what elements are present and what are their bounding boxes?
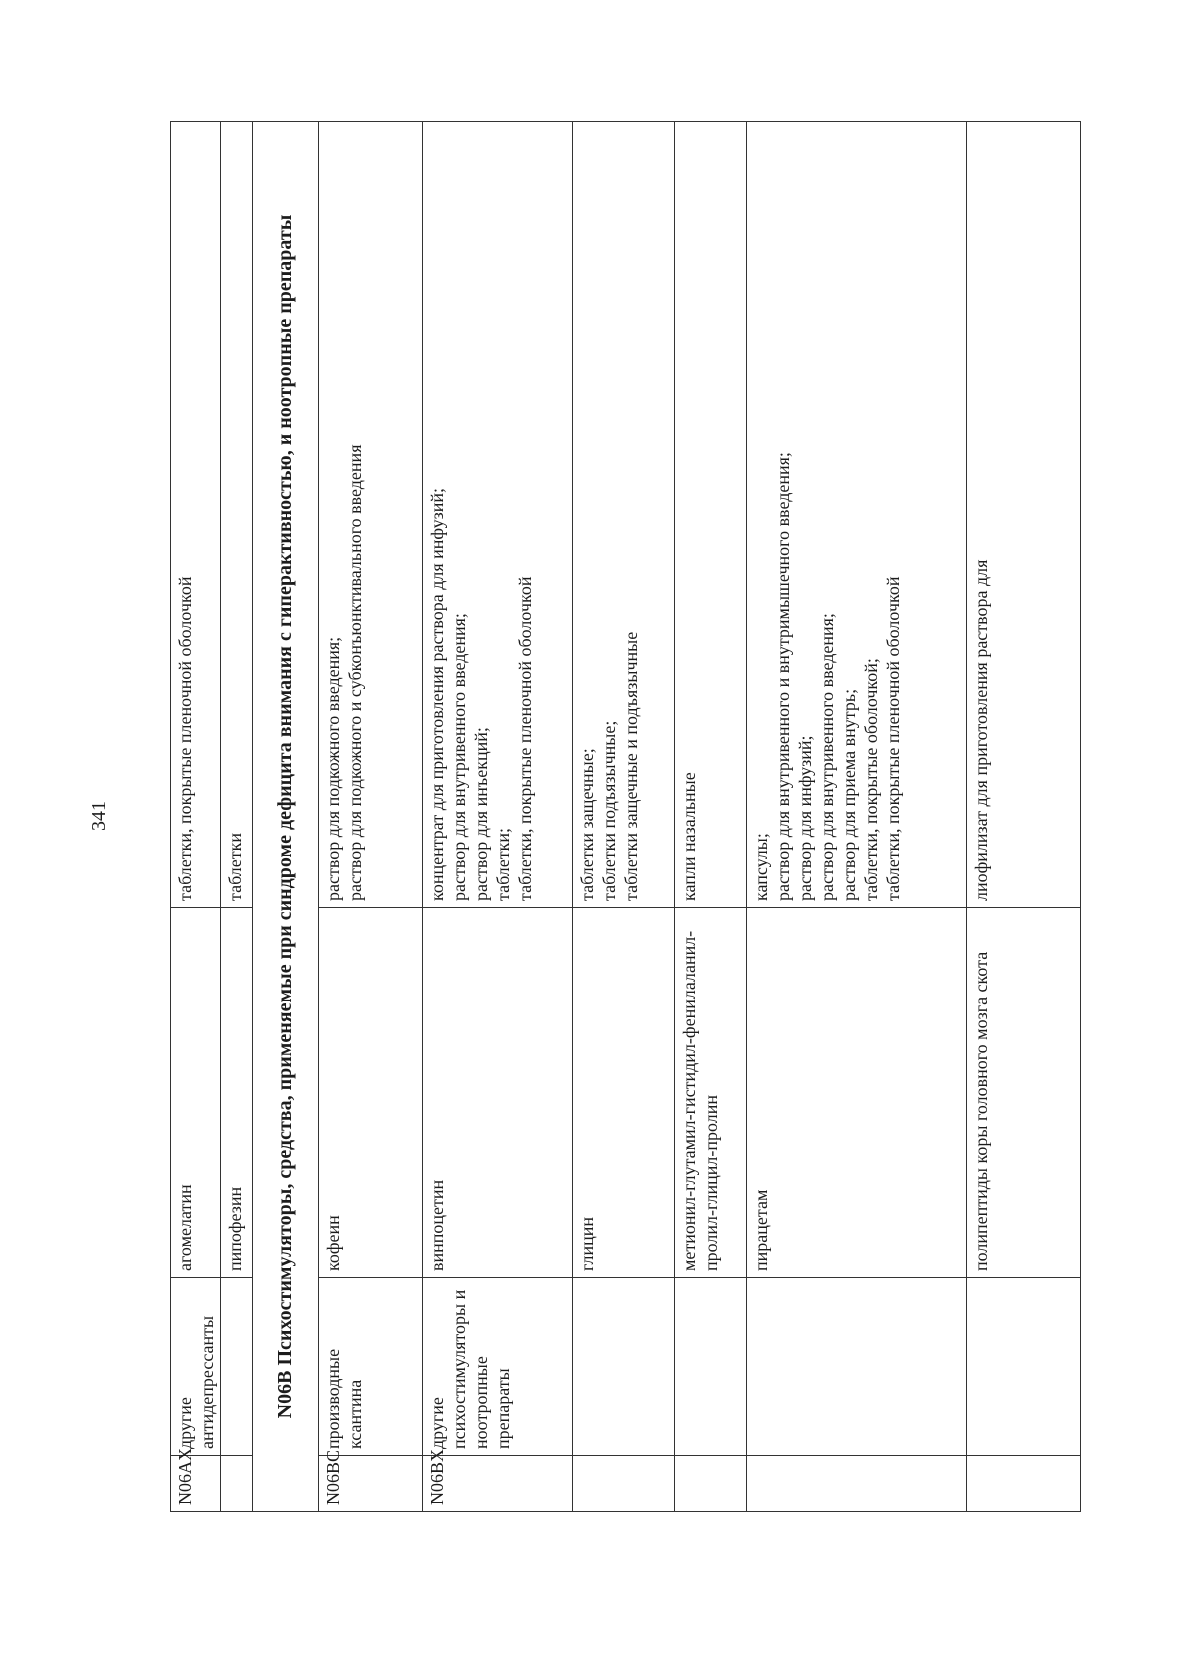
forms-cell — [423, 122, 573, 908]
forms-cell — [221, 122, 253, 908]
section-heading: N06B Психостимуляторы, средства, применяемые при синдроме дефицита внимания с гиперактивностью, и ноотропные препараты — [253, 122, 319, 1512]
form-line: раствор для подкожного и субконъюнктивального введения — [345, 444, 365, 901]
group-cell — [675, 1278, 747, 1456]
forms-cell — [675, 122, 747, 908]
table-row — [171, 122, 221, 1512]
atc-code-cell: N06BX — [423, 1456, 573, 1512]
table-row — [423, 122, 573, 1512]
drug-cell: метионил-глутамил-гистидил-фенилаланил-пролил-глицил-пролин — [675, 908, 747, 1278]
form-line: раствор для инфузий; — [795, 735, 815, 901]
form-line: концентрат для приготовления раствора для инфузий; — [427, 488, 447, 901]
form-line: лиофилизат для приготовления раствора для — [971, 559, 991, 901]
form-line: раствор для инъекций; — [471, 727, 491, 901]
drug-cell: полипептиды коры головного мозга скота — [967, 908, 1081, 1278]
group-cell — [573, 1278, 675, 1456]
forms-cell — [171, 122, 221, 908]
forms-cell — [319, 122, 423, 908]
table-row — [319, 122, 423, 1512]
table-row — [221, 122, 253, 1512]
group-cell: другие антидепрессанты — [171, 1278, 221, 1456]
drug-cell: пирацетам — [747, 908, 967, 1278]
form-line: таблетки защечные; — [577, 748, 597, 901]
form-line: раствор для подкожного введения; — [323, 636, 343, 901]
rotated-page-content — [170, 122, 1078, 1512]
drug-cell: кофеин — [319, 908, 423, 1278]
table-row — [967, 122, 1081, 1512]
atc-code-cell: N06AX — [171, 1456, 221, 1512]
drug-cell: винпоцетин — [423, 908, 573, 1278]
forms-cell — [747, 122, 967, 908]
form-line: капли назальные — [679, 772, 699, 901]
form-line: таблетки; — [493, 827, 513, 901]
section-heading-row — [253, 122, 319, 1512]
form-line: таблетки, покрытые пленочной оболочкой — [883, 576, 903, 901]
form-line: таблетки подъязычные; — [599, 720, 619, 901]
form-line: таблетки, покрытые пленочной оболочкой — [175, 576, 195, 901]
drug-cell: агомелатин — [171, 908, 221, 1278]
form-line: таблетки защечные и подъязычные — [621, 631, 641, 901]
form-line: раствор для внутривенного введения; — [449, 613, 469, 901]
atc-code-cell — [747, 1456, 967, 1512]
table-row — [747, 122, 967, 1512]
form-line: раствор для приема внутрь; — [839, 688, 859, 901]
table-row — [675, 122, 747, 1512]
group-cell — [221, 1278, 253, 1456]
form-line: таблетки, покрытые пленочной оболочкой — [515, 576, 535, 901]
group-cell: производные ксантина — [319, 1278, 423, 1456]
group-cell — [747, 1278, 967, 1456]
group-cell: другие психостимуляторы и ноотропные препараты — [423, 1278, 573, 1456]
atc-code-cell — [967, 1456, 1081, 1512]
page-number: 341 — [88, 801, 110, 831]
form-line: капсулы; — [751, 833, 771, 901]
form-line: раствор для внутривенного и внутримышечного введения; — [773, 452, 793, 901]
atc-code-cell — [675, 1456, 747, 1512]
atc-code-cell — [221, 1456, 253, 1512]
group-cell — [967, 1278, 1081, 1456]
forms-cell — [967, 122, 1081, 908]
form-line: раствор для внутривенного введения; — [817, 613, 837, 901]
drug-cell: глицин — [573, 908, 675, 1278]
forms-cell — [573, 122, 675, 908]
table-row — [573, 122, 675, 1512]
atc-code-cell: N06BC — [319, 1456, 423, 1512]
drug-cell: пипофезин — [221, 908, 253, 1278]
form-line: таблетки — [225, 832, 245, 901]
drug-table — [170, 121, 1081, 1512]
atc-code-cell — [573, 1456, 675, 1512]
form-line: таблетки, покрытые оболочкой; — [861, 658, 881, 901]
